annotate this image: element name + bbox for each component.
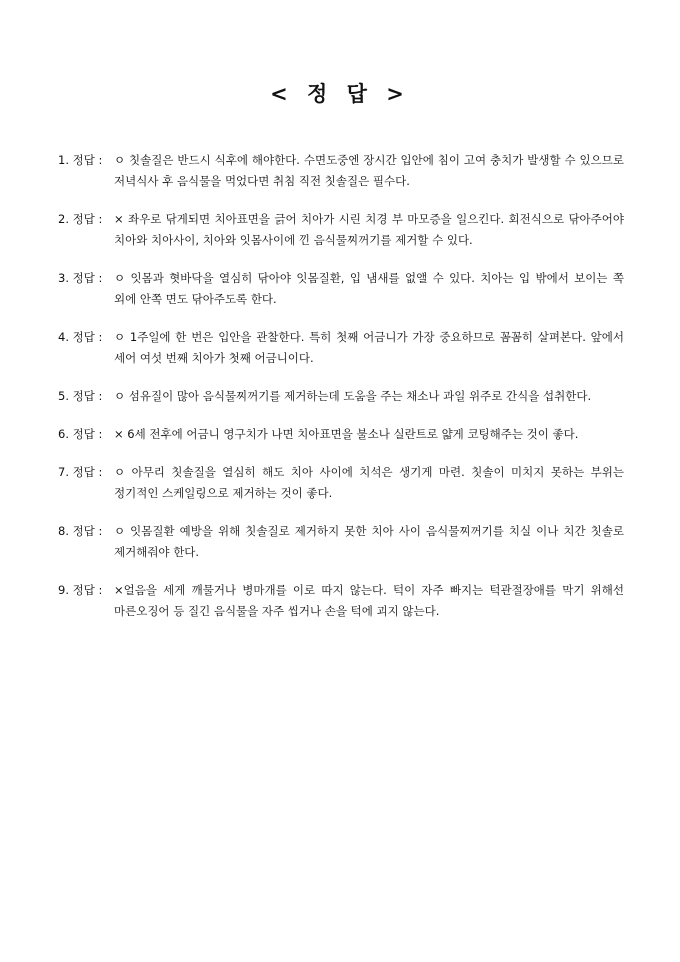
answer-label: 6. 정답 : xyxy=(58,427,103,441)
answer-item-7 xyxy=(58,462,624,504)
answer-label: 9. 정답 : xyxy=(58,583,103,597)
answer-text: ㅇ 1주일에 한 번은 입안을 관찰한다. 특히 첫째 어금니가 가장 중요하므로 꼼꼼히 살펴본다. 앞에서 세어 여섯 번째 치아가 첫째 어금니이다. xyxy=(114,330,624,365)
answer-text: ㅇ 잇몸과 혓바닥을 열심히 닦아야 잇몸질환, 입 냄새를 없앨 수 있다. 치아는 입 밖에서 보이는 쪽 외에 안쪽 면도 닦아주도록 한다. xyxy=(114,271,624,306)
answer-item-1 xyxy=(58,150,624,192)
answer-text: ㅇ 잇몸질환 예방을 위해 칫솔질로 제거하지 못한 치아 사이 음식물찌꺼기를 치실 이나 치간 칫솔로 제거해줘야 한다. xyxy=(114,524,624,559)
answer-item-4 xyxy=(58,327,624,369)
page-title: < 정 답 > xyxy=(270,81,410,106)
answer-text: × 6세 전후에 어금니 영구치가 나면 치아표면을 불소나 실란트로 얇게 코팅해주는 것이 좋다. xyxy=(114,427,579,441)
answer-text: ㅇ 아무리 칫솔질을 열심히 해도 치아 사이에 치석은 생기게 마련. 칫솔이 미치지 못하는 부위는 정기적인 스케일링으로 제거하는 것이 좋다. xyxy=(114,465,624,500)
answer-label: 2. 정답 : xyxy=(58,212,103,226)
answer-list xyxy=(58,150,624,622)
answer-label: 8. 정답 : xyxy=(58,524,103,538)
answer-text: ㅇ 섬유질이 많아 음식물찌꺼기를 제거하는데 도움을 주는 채소나 과일 위주로 간식을 섭취한다. xyxy=(114,389,592,403)
answer-text: ×얼음을 세게 깨물거나 병마개를 이로 따지 않는다. 턱이 자주 빠지는 턱관절장애를 막기 위해선 마른오징어 등 질긴 음식물을 자주 씹거나 손을 턱에 괴지 않는다. xyxy=(114,583,624,618)
answer-item-9 xyxy=(58,580,624,622)
answer-item-8 xyxy=(58,521,624,563)
answer-label: 5. 정답 : xyxy=(58,389,103,403)
answer-item-2 xyxy=(58,209,624,251)
answer-label: 1. 정답 : xyxy=(58,153,103,167)
answer-label: 7. 정답 : xyxy=(58,465,103,479)
answer-label: 4. 정답 : xyxy=(58,330,103,344)
answer-text: ㅇ 칫솔질은 반드시 식후에 해야한다. 수면도중엔 장시간 입안에 침이 고여 충치가 발생할 수 있으므로 저녁식사 후 음식물을 먹었다면 취침 직전 칫솔질은 필수다. xyxy=(114,153,624,188)
answer-item-3 xyxy=(58,268,624,310)
answer-text: × 좌우로 닦게되면 치아표면을 긁어 치아가 시린 치경 부 마모증을 일으킨다. 회전식으로 닦아주어야 치아와 치아사이, 치아와 잇몸사이에 낀 음식물찌꺼기를 제거할 수 있다. xyxy=(114,212,624,247)
answer-item-5 xyxy=(58,386,624,407)
answer-label: 3. 정답 : xyxy=(58,271,103,285)
answer-item-6 xyxy=(58,424,624,445)
